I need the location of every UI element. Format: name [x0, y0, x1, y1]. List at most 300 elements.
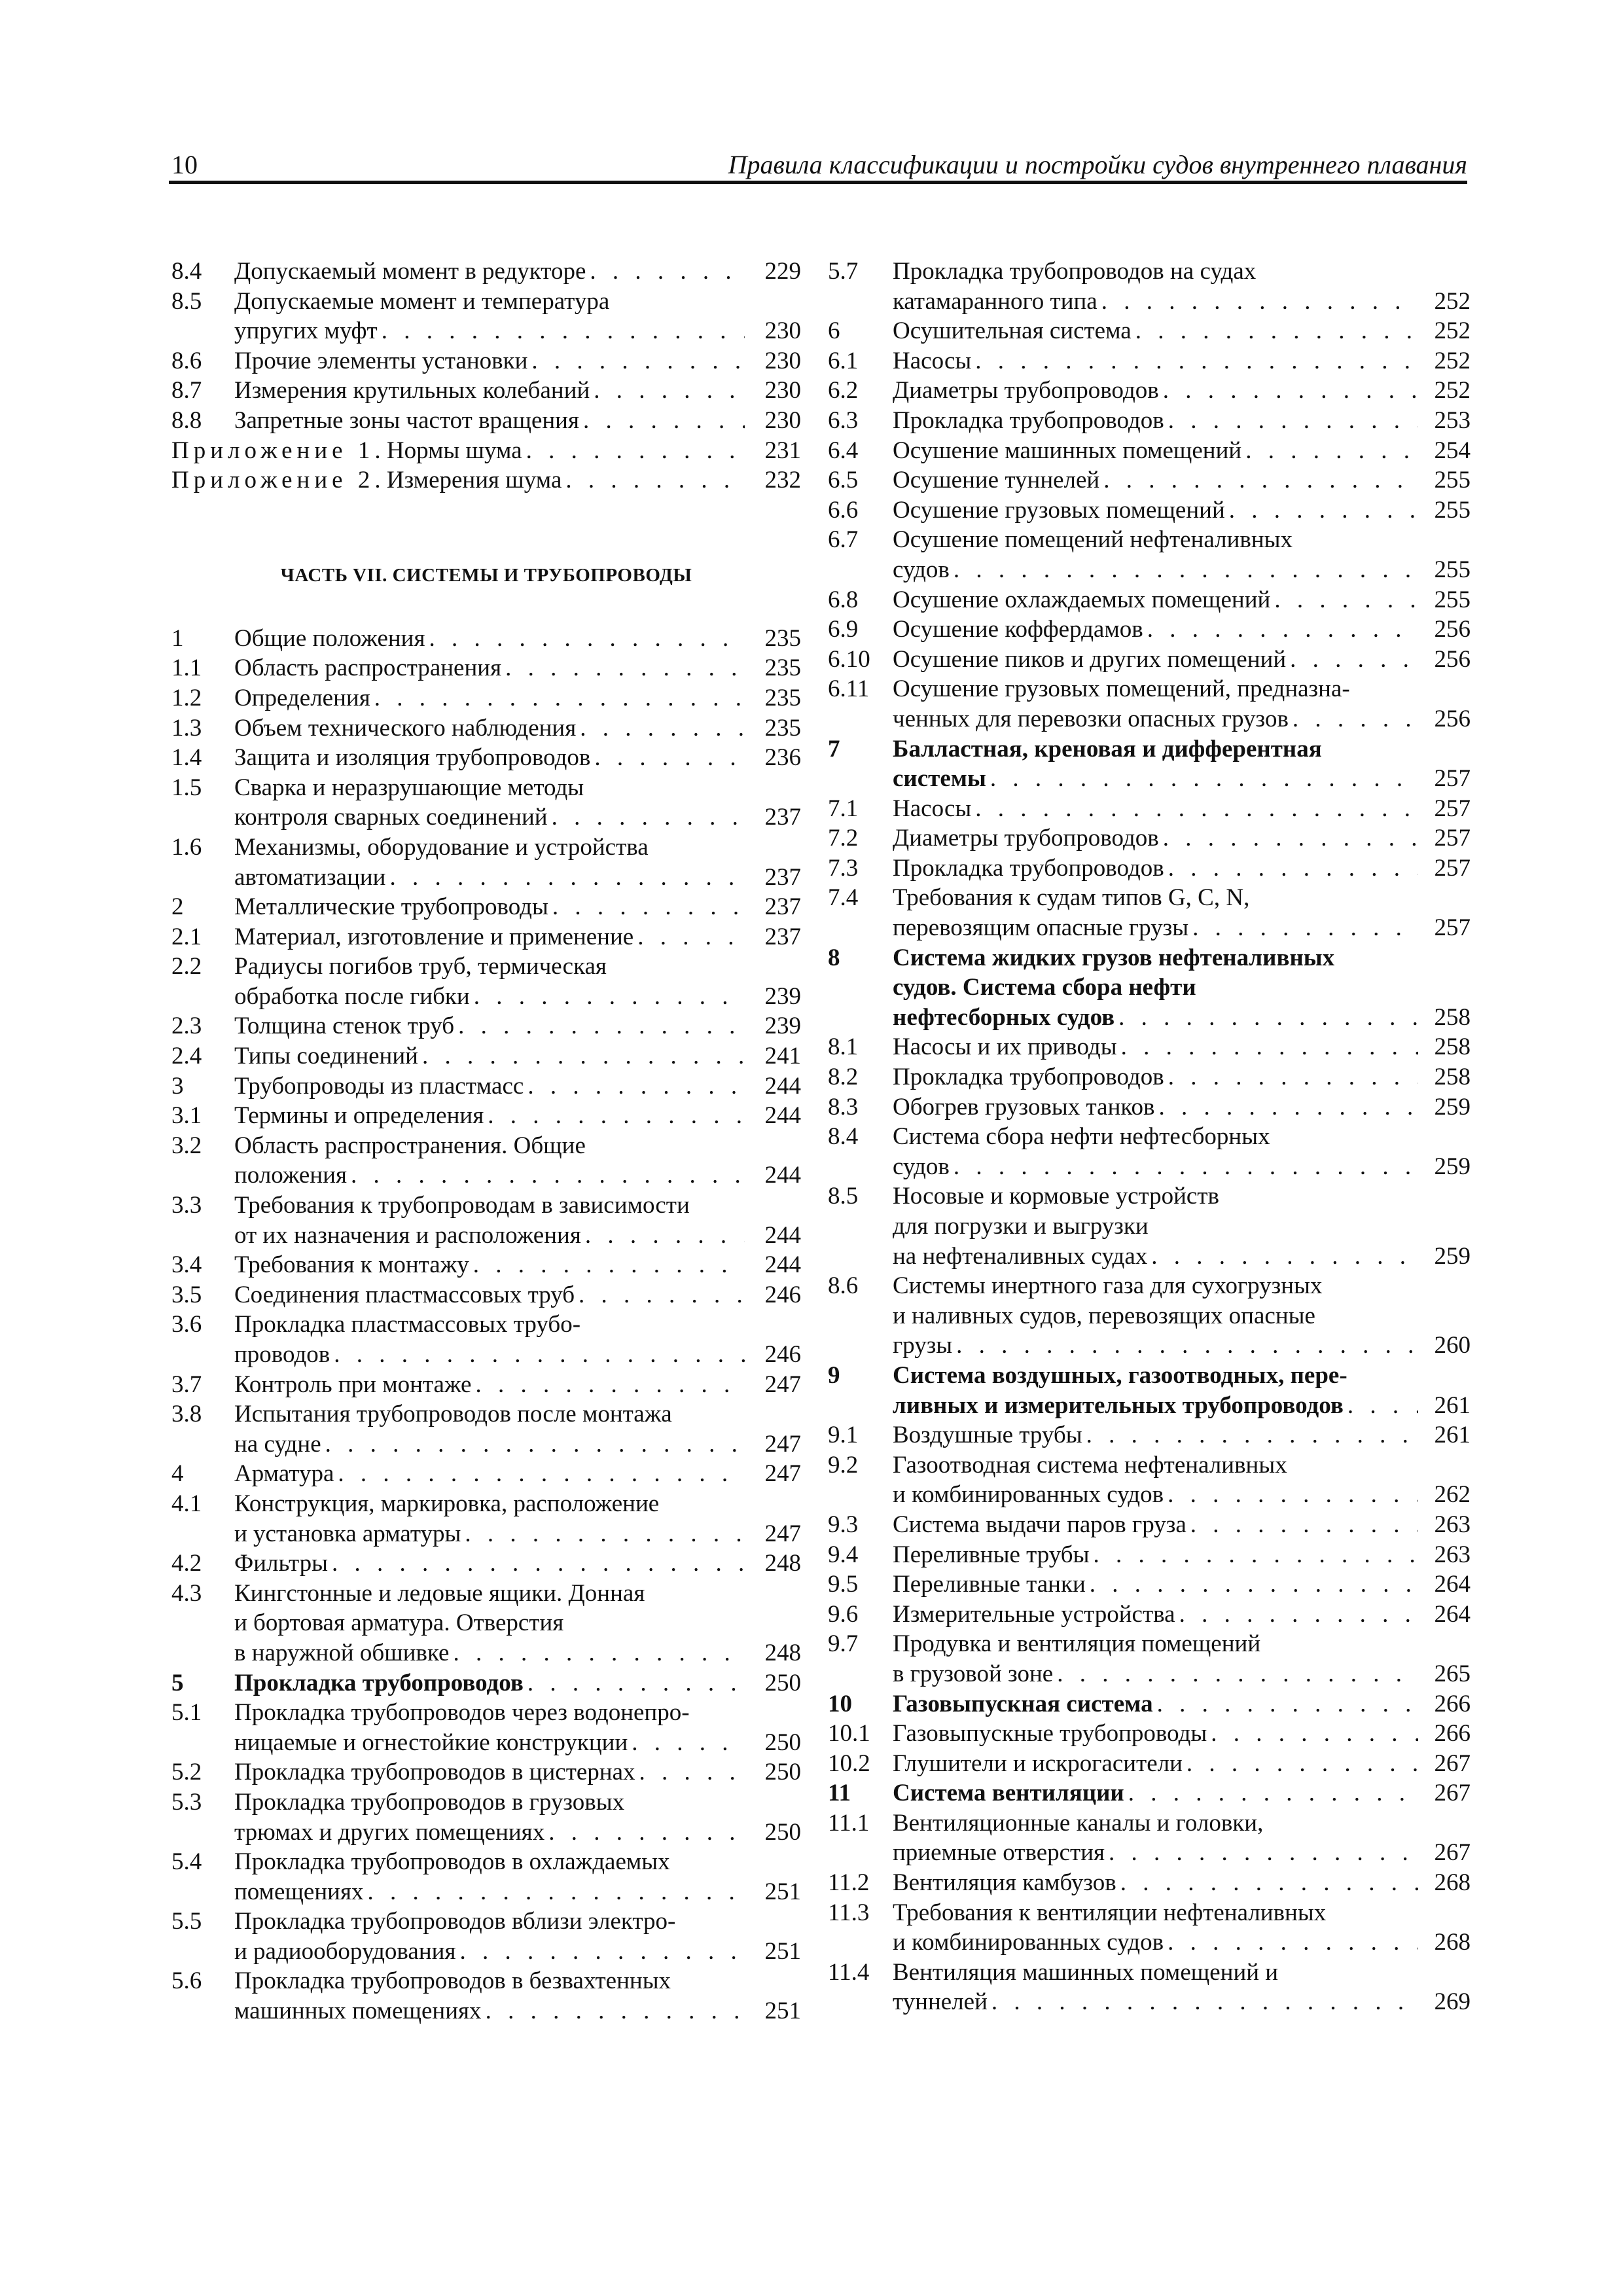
toc-entry-6-4[interactable]	[828, 436, 1471, 466]
toc-title-line: машинных помещениях	[234, 1998, 482, 2025]
toc-section-number: 9.1	[828, 1422, 859, 1449]
toc-title-line: от их назначения и расположения	[234, 1221, 581, 1249]
toc-page-number: 268	[1434, 1929, 1471, 1956]
toc-title-line: Соединения пластмассовых труб	[234, 1281, 575, 1308]
dot-leader	[950, 1152, 1418, 1182]
toc-section-number: 10	[828, 1690, 852, 1717]
toc-title-line: контроля сварных соединений	[234, 804, 548, 831]
toc-title-last-line	[893, 1032, 1418, 1062]
toc-entry-1-6[interactable]	[171, 833, 801, 892]
toc-entry-2-1[interactable]	[171, 922, 801, 952]
toc-entry-title	[893, 1629, 1418, 1689]
toc-page-number: 266	[1434, 1720, 1471, 1748]
toc-entry-9-2[interactable]	[828, 1450, 1471, 1510]
toc-section-number: 2.2	[171, 953, 202, 980]
toc-title-last-line	[234, 653, 745, 683]
toc-page-number: 230	[764, 406, 801, 434]
toc-section-number: 6.6	[828, 496, 859, 524]
dot-leader	[455, 1937, 745, 1967]
toc-page-number: 244	[764, 1221, 801, 1249]
dot-leader	[1147, 1242, 1418, 1272]
toc-section-number: 7.3	[828, 854, 859, 882]
dot-leader	[454, 1011, 745, 1041]
toc-title-line: грузы	[893, 1332, 953, 1359]
toc-entry-title	[893, 883, 1418, 942]
toc-list-main	[171, 624, 801, 2026]
dot-leader	[418, 1041, 745, 1071]
dot-leader	[548, 802, 745, 833]
toc-entry-4-1[interactable]	[171, 1489, 801, 1549]
toc-title-line: Осушение машинных помещений	[893, 437, 1242, 464]
toc-entry-8-6[interactable]	[171, 346, 801, 376]
dot-leader	[590, 743, 745, 773]
toc-title-line: Защита и изоляция трубопроводов	[234, 744, 591, 772]
toc-entry-11-3[interactable]	[828, 1898, 1471, 1958]
toc-title-line: Требования к монтажу	[234, 1251, 469, 1279]
toc-entry-title	[234, 1489, 745, 1549]
toc-entry-6-3[interactable]	[828, 406, 1471, 436]
toc-entry-title	[893, 316, 1418, 346]
toc-entry-9-7[interactable]	[828, 1629, 1471, 1689]
toc-entry-3-4[interactable]	[171, 1250, 801, 1280]
dot-leader	[484, 1101, 745, 1131]
toc-entry-title	[234, 1310, 745, 1369]
toc-entry-6-8[interactable]	[828, 585, 1471, 615]
toc-section-number: 9.6	[828, 1600, 859, 1628]
toc-entry-4-2[interactable]	[171, 1549, 801, 1579]
toc-entry-11[interactable]	[828, 1778, 1471, 1808]
toc-entry-8-4[interactable]	[828, 1122, 1471, 1181]
toc-entry-2[interactable]	[171, 892, 801, 922]
toc-title-last-line	[893, 764, 1418, 794]
toc-title-line: Воздушные трубы	[893, 1422, 1082, 1449]
toc-entry-3-3[interactable]	[171, 1191, 801, 1250]
toc-title-line: и бортовая арматура. Отверстия	[234, 1609, 564, 1637]
dot-leader	[1164, 406, 1418, 436]
toc-entry-9-5[interactable]	[828, 1570, 1471, 1600]
toc-title-line: Испытания трубопроводов после монтажа	[234, 1401, 672, 1428]
toc-title-line: для погрузки и выгрузки	[893, 1213, 1149, 1240]
toc-title-line: Диаметры трубопроводов	[893, 377, 1159, 404]
toc-page-number: 264	[1434, 1600, 1471, 1628]
toc-entry-6-11[interactable]	[828, 674, 1471, 734]
toc-section-number: 6.7	[828, 526, 859, 554]
toc-page-number: 255	[1434, 467, 1471, 494]
toc-entry-title	[893, 645, 1418, 675]
toc-appendix-1[interactable]	[171, 436, 801, 466]
dot-leader	[576, 713, 745, 744]
toc-entry-title	[893, 734, 1418, 794]
toc-page-number: 259	[1434, 1242, 1471, 1270]
toc-entry-6-9[interactable]	[828, 615, 1471, 645]
dot-leader	[1097, 287, 1418, 317]
toc-title-last-line	[893, 436, 1418, 466]
toc-entry-7-1[interactable]	[828, 794, 1471, 824]
toc-entry-6-7[interactable]	[828, 525, 1471, 584]
dot-leader	[1053, 1659, 1418, 1689]
toc-entry-6-10[interactable]	[828, 645, 1471, 675]
toc-entry-8-3[interactable]	[828, 1092, 1471, 1122]
toc-entry-11-1[interactable]	[828, 1808, 1471, 1868]
toc-section-number: 4	[171, 1460, 184, 1488]
toc-entry-title	[234, 1668, 745, 1698]
toc-page-number: 258	[1434, 1003, 1471, 1031]
toc-title-last-line	[893, 376, 1418, 406]
toc-page-number: 263	[1434, 1541, 1471, 1568]
toc-entry-title	[893, 465, 1418, 495]
toc-entry-5-6[interactable]	[171, 1966, 801, 2026]
toc-section-number: 3	[171, 1072, 184, 1100]
toc-section-number: 8.6	[828, 1272, 859, 1300]
toc-title-last-line	[893, 794, 1418, 824]
toc-entry-1-3[interactable]	[171, 713, 801, 744]
dot-leader	[370, 683, 745, 713]
dot-leader	[330, 1340, 745, 1370]
toc-page-number: 253	[1434, 406, 1471, 434]
toc-title-line: системы	[893, 765, 986, 793]
toc-entry-5-2[interactable]	[171, 1757, 801, 1787]
toc-title-last-line	[893, 704, 1418, 734]
toc-title-last-line	[893, 1689, 1418, 1719]
toc-entry-7-4[interactable]	[828, 883, 1471, 942]
toc-title-line: Прокладка пластмассовых трубо-	[234, 1311, 581, 1338]
toc-title-last-line	[234, 1549, 745, 1579]
toc-page-number: 250	[764, 1729, 801, 1756]
toc-entry-title	[893, 376, 1418, 406]
toc-entry-6-2[interactable]	[828, 376, 1471, 406]
toc-entry-6-5[interactable]	[828, 465, 1471, 495]
toc-entry-9-4[interactable]	[828, 1540, 1471, 1570]
toc-entry-title	[234, 892, 745, 922]
toc-title-last-line	[234, 1937, 745, 1967]
toc-section-number: 2.4	[171, 1043, 202, 1070]
toc-entry-7[interactable]	[828, 734, 1471, 794]
toc-title-last-line	[893, 1659, 1418, 1689]
toc-entry-4-3[interactable]	[171, 1579, 801, 1668]
toc-page-number: 251	[764, 1998, 801, 2025]
toc-title-line: помещениях	[234, 1878, 364, 1905]
toc-title-line: ченных для перевозки опасных грузов	[893, 705, 1289, 732]
toc-entry-title	[234, 1280, 745, 1310]
toc-section-number: 1.1	[171, 655, 202, 682]
toc-entry-title	[893, 257, 1418, 316]
dot-leader	[1132, 316, 1418, 346]
toc-entry-title	[234, 406, 745, 436]
toc-title-line: положения	[234, 1162, 347, 1189]
dot-leader	[1153, 1689, 1418, 1719]
toc-title-line: Осушительная система	[893, 317, 1132, 345]
toc-title-line: Конструкция, маркировка, расположение	[234, 1490, 660, 1517]
toc-entry-5-4[interactable]	[171, 1847, 801, 1907]
toc-entry-3-5[interactable]	[171, 1280, 801, 1310]
toc-page-number: 235	[764, 684, 801, 711]
toc-entry-5-3[interactable]	[171, 1787, 801, 1847]
toc-title-last-line	[234, 1459, 745, 1489]
toc-entry-title	[234, 922, 745, 952]
dot-leader	[1188, 913, 1418, 943]
header-rule	[169, 181, 1467, 184]
toc-entry-5-1[interactable]	[171, 1698, 801, 1757]
dot-leader	[321, 1429, 745, 1460]
toc-title-last-line	[234, 257, 745, 287]
toc-section-number: 10.2	[828, 1749, 870, 1777]
toc-section-number: 11.1	[828, 1809, 870, 1837]
toc-section-number: 9.3	[828, 1511, 859, 1538]
toc-title-line: и радиооборудования	[234, 1937, 456, 1965]
toc-page-number: 257	[1434, 854, 1471, 882]
dot-leader	[988, 1987, 1418, 2017]
dot-leader	[1225, 495, 1418, 526]
toc-entry-title	[234, 773, 745, 833]
toc-section-number: 2.1	[171, 923, 202, 950]
toc-page-number: 258	[1434, 1033, 1471, 1061]
dot-leader	[524, 1071, 745, 1102]
toc-entry-3-2[interactable]	[171, 1131, 801, 1191]
toc-entry-title	[234, 1757, 745, 1787]
toc-appendix-2[interactable]	[171, 465, 801, 495]
toc-entry-1-5[interactable]	[171, 773, 801, 833]
toc-title-line: Осушение грузовых помещений, предназна-	[893, 675, 1350, 703]
toc-entry-10-2[interactable]	[828, 1749, 1471, 1779]
toc-entry-title	[234, 376, 745, 406]
toc-title-line: Система сбора нефти нефтесборных	[893, 1123, 1270, 1151]
toc-title-line: Измерительные устройства	[893, 1600, 1175, 1628]
toc-entry-7-2[interactable]	[828, 823, 1471, 853]
toc-entry-8-2[interactable]	[828, 1062, 1471, 1092]
toc-title-line: упругих муфт	[234, 317, 378, 345]
toc-entry-5[interactable]	[171, 1668, 801, 1698]
toc-title-last-line	[234, 1221, 745, 1251]
toc-right-column	[828, 257, 1471, 2017]
toc-entry-title	[234, 1041, 745, 1071]
toc-entry-1-4[interactable]	[171, 743, 801, 773]
toc-entry-title	[234, 1131, 745, 1191]
toc-entry-8-1[interactable]	[828, 1032, 1471, 1062]
toc-entry-1-1[interactable]	[171, 653, 801, 683]
toc-page-number: 246	[764, 1341, 801, 1368]
toc-title-line: катамаранного типа	[893, 287, 1097, 315]
toc-entry-title	[234, 1787, 745, 1847]
toc-title-last-line	[893, 555, 1418, 585]
toc-entry-7-3[interactable]	[828, 853, 1471, 884]
toc-entry-1-2[interactable]	[171, 683, 801, 713]
toc-entry-title	[893, 1092, 1418, 1122]
toc-entry-9-3[interactable]	[828, 1510, 1471, 1540]
toc-title-last-line	[234, 892, 745, 922]
toc-page-number: 267	[1434, 1839, 1471, 1867]
toc-entry-8[interactable]	[828, 943, 1471, 1033]
toc-section-number: 10.1	[828, 1720, 870, 1748]
toc-entry-3[interactable]	[171, 1071, 801, 1102]
toc-title-line: ливных и измерительных трубопроводов	[893, 1391, 1344, 1419]
toc-title-last-line	[234, 1160, 745, 1191]
toc-title-last-line	[893, 823, 1418, 853]
toc-section-number: 1.4	[171, 744, 202, 772]
toc-title-line: приемные отверстия	[893, 1839, 1105, 1867]
toc-title-line: Требования к трубопроводам в зависимости	[234, 1192, 690, 1219]
toc-entry-title	[234, 1250, 745, 1280]
toc-title-last-line	[234, 863, 745, 893]
toc-page-number: 252	[1434, 347, 1471, 374]
toc-title-line: Насосы и их приводы	[893, 1033, 1117, 1061]
toc-entry-title	[234, 1399, 745, 1459]
toc-entry-title	[893, 525, 1418, 584]
toc-page-number: 232	[764, 467, 801, 494]
toc-entry-title	[893, 1361, 1418, 1420]
toc-title-line: судов	[893, 556, 950, 583]
dot-leader	[1164, 1480, 1418, 1510]
toc-entry-2-4[interactable]	[171, 1041, 801, 1071]
toc-entry-3-8[interactable]	[171, 1399, 801, 1459]
toc-page-number: 247	[764, 1430, 801, 1458]
dot-leader	[1164, 1062, 1418, 1092]
toc-entry-9-1[interactable]	[828, 1420, 1471, 1450]
toc-section-number: 1.5	[171, 774, 202, 801]
toc-entry-8-5[interactable]	[828, 1181, 1471, 1271]
toc-page-number: 244	[764, 1251, 801, 1279]
toc-title-last-line	[893, 1510, 1418, 1540]
toc-entry-1[interactable]	[171, 624, 801, 654]
toc-entry-2-2[interactable]	[171, 952, 801, 1011]
toc-title-line: и комбинированных судов	[893, 1929, 1164, 1956]
toc-title-line: Осушение туннелей	[893, 467, 1100, 494]
toc-entry-3-7[interactable]	[171, 1370, 801, 1400]
toc-title-last-line	[234, 1011, 745, 1041]
toc-title-line: Прокладка трубопроводов	[893, 854, 1164, 882]
toc-page-number: 235	[764, 714, 801, 742]
toc-title-last-line	[893, 1570, 1418, 1600]
toc-entry-title	[893, 1600, 1418, 1630]
toc-list-top	[171, 257, 801, 436]
toc-title-line: Механизмы, оборудование и устройства	[234, 833, 649, 861]
toc-title-line: Осушение грузовых помещений	[893, 496, 1225, 524]
toc-title-line: Прочие элементы установки	[234, 347, 528, 374]
toc-entry-title	[234, 1071, 745, 1102]
toc-entry-8-8[interactable]	[171, 406, 801, 436]
toc-entry-title	[893, 1122, 1418, 1181]
page-number: 10	[171, 150, 198, 179]
dot-leader	[1105, 1838, 1418, 1868]
toc-entry-9[interactable]	[828, 1361, 1471, 1420]
dot-leader	[469, 1250, 745, 1280]
toc-entry-title	[234, 1847, 745, 1907]
toc-section-number: 4.3	[171, 1579, 202, 1607]
toc-entry-11-4[interactable]	[828, 1958, 1471, 2017]
dot-leader	[527, 346, 745, 376]
toc-section-number: 1.2	[171, 684, 202, 711]
dot-leader	[1286, 645, 1418, 675]
toc-page-number: 230	[764, 347, 801, 374]
toc-entry-5-7[interactable]	[828, 257, 1471, 316]
toc-page-number: 255	[1434, 586, 1471, 613]
toc-title-last-line	[893, 1719, 1418, 1749]
toc-page-number: 241	[764, 1043, 801, 1070]
toc-entry-3-1[interactable]	[171, 1101, 801, 1131]
appendix-title: . Измерения шума	[374, 467, 562, 494]
toc-title-last-line	[234, 1996, 745, 2026]
toc-title-last-line	[893, 1092, 1418, 1122]
toc-title-line: Балластная, креновая и дифферентная	[893, 735, 1322, 762]
toc-page-number: 229	[764, 258, 801, 285]
toc-title-line: Прокладка трубопроводов	[234, 1669, 524, 1696]
toc-section-number: 6.4	[828, 437, 859, 464]
toc-entry-6[interactable]	[828, 316, 1471, 346]
toc-entry-10-1[interactable]	[828, 1719, 1471, 1749]
toc-entry-9-6[interactable]	[828, 1600, 1471, 1630]
toc-section-number: 7	[828, 735, 840, 762]
toc-entry-5-5[interactable]	[171, 1907, 801, 1966]
toc-title-line: Диаметры трубопроводов	[893, 825, 1159, 852]
toc-title-last-line	[234, 1041, 745, 1071]
toc-title-last-line	[893, 645, 1418, 675]
toc-entry-title	[893, 1958, 1418, 2017]
toc-section-number: 1.6	[171, 833, 202, 861]
toc-title-line: Кингстонные и ледовые ящики. Донная	[234, 1579, 645, 1607]
dot-leader	[482, 1996, 745, 2026]
toc-title-last-line	[893, 1420, 1418, 1450]
toc-title-line: Область распространения. Общие	[234, 1132, 586, 1159]
toc-title-line: Осушение охлаждаемых помещений	[893, 586, 1271, 613]
toc-title-last-line	[234, 1250, 745, 1280]
dot-leader	[1099, 465, 1418, 495]
toc-title-line: Осушение коффердамов	[893, 616, 1143, 643]
toc-title-line: Носовые и кормовые устройств	[893, 1183, 1219, 1210]
toc-entry-8-6[interactable]	[828, 1271, 1471, 1361]
toc-entry-4[interactable]	[171, 1459, 801, 1489]
dot-leader	[575, 1280, 745, 1310]
toc-entry-title	[893, 1689, 1418, 1719]
toc-entry-3-6[interactable]	[171, 1310, 801, 1369]
toc-entry-11-2[interactable]	[828, 1868, 1471, 1898]
dot-leader	[586, 257, 745, 287]
toc-entry-2-3[interactable]	[171, 1011, 801, 1041]
toc-left-column	[171, 257, 801, 2026]
toc-entry-6-6[interactable]	[828, 495, 1471, 526]
toc-title-last-line	[234, 1728, 745, 1758]
toc-title-last-line	[234, 713, 745, 744]
toc-entry-8-4[interactable]	[171, 257, 801, 287]
toc-entry-6-1[interactable]	[828, 346, 1471, 376]
toc-entry-title	[234, 1101, 745, 1131]
dot-leader	[1143, 615, 1418, 645]
toc-title-line: Система вентиляции	[893, 1780, 1124, 1807]
toc-page-number: 250	[764, 1669, 801, 1696]
toc-title-line: Система жидких грузов нефтеналивных	[893, 944, 1335, 971]
toc-title-line: Системы инертного газа для сухогрузных	[893, 1272, 1323, 1300]
toc-section-number: 6.8	[828, 586, 859, 613]
toc-entry-8-7[interactable]	[171, 376, 801, 406]
toc-section-number: 5.1	[171, 1699, 202, 1727]
dot-leader	[334, 1459, 745, 1489]
dot-leader	[461, 1519, 745, 1549]
toc-page-number: 244	[764, 1162, 801, 1189]
toc-section-number: 8.2	[828, 1064, 859, 1091]
toc-page-number: 269	[1434, 1988, 1471, 2016]
toc-page-number: 259	[1434, 1093, 1471, 1121]
dot-leader	[581, 1221, 745, 1251]
dot-leader	[1183, 1749, 1418, 1779]
toc-title-line: Вентиляционные каналы и головки,	[893, 1809, 1264, 1837]
toc-entry-title	[893, 585, 1418, 615]
toc-section-number: 8.1	[828, 1033, 859, 1061]
toc-entry-10[interactable]	[828, 1689, 1471, 1719]
dot-leader	[425, 624, 745, 654]
toc-page-number: 255	[1434, 496, 1471, 524]
toc-title-line: судов	[893, 1153, 950, 1180]
toc-section-number: 3.3	[171, 1192, 202, 1219]
toc-page-number: 267	[1434, 1780, 1471, 1807]
toc-entry-8-5[interactable]	[171, 287, 801, 346]
